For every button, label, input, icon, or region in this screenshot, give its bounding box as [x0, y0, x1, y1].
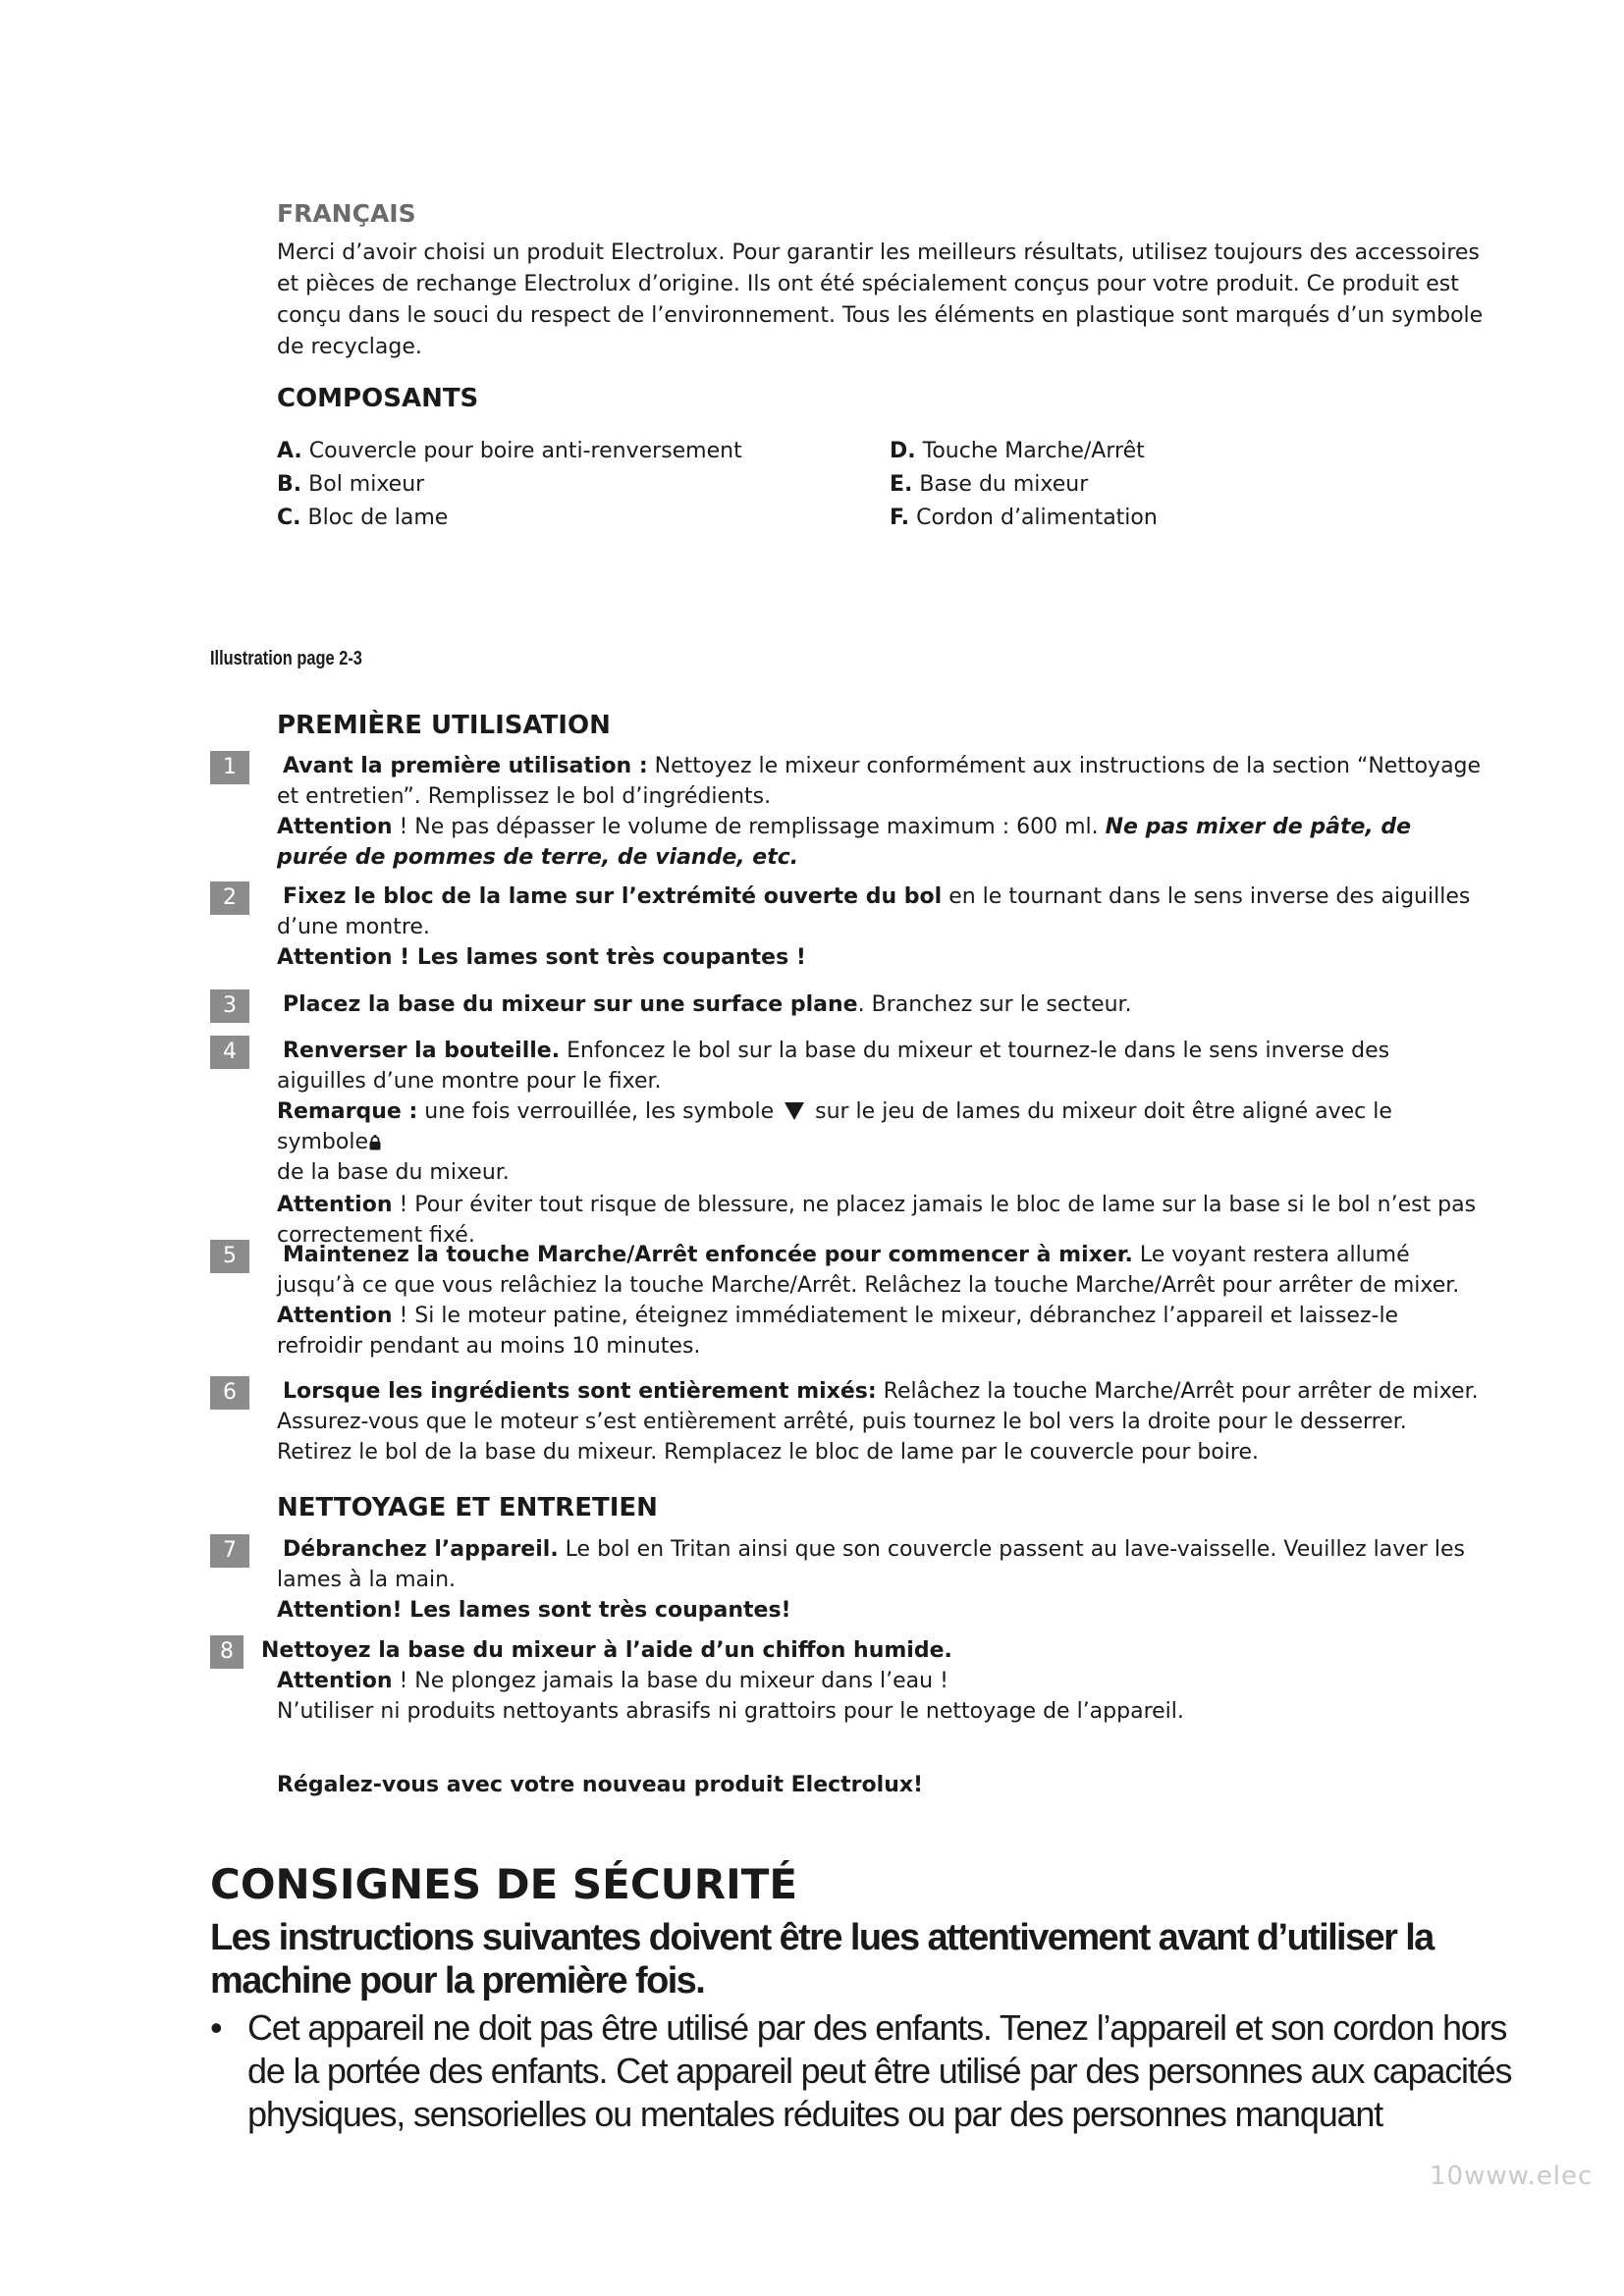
components-heading: COMPOSANTS	[277, 384, 479, 413]
safety-subtitle: Les instructions suivantes doivent être lues attentivement avant d’utiliser la machine pour la première fois.	[210, 1917, 1434, 2002]
step-number-1: 1	[210, 751, 249, 784]
step-7: Débranchez l’appareil. Le bol en Tritan ainsi que son couvercle passent au lave-vaisselle. Veuillez laver les lames à la main. Attention! Les lames sont très coupantes!	[277, 1537, 1465, 1623]
intro-paragraph: Merci d’avoir choisi un produit Electrolux. Pour garantir les meilleurs résultats, utilisez toujours des accessoires et pièces de rechange Electrolux d’origine. Ils ont été spécialement conçus pour votre produit. Ce produit est conçu dans le souci du respect de l’environnement. Tous les éléments en plastique sont marqués d’un symbole de recyclage.	[277, 240, 1484, 359]
list-item: • Cet appareil ne doit pas être utilisé par des enfants. Tenez l’appareil et son cordon hors de la portée des enfants. Cet appareil peut être utilisé par des personnes aux capacités physiques, sensorielles ou mentales réduites ou par des personnes manquant	[210, 2007, 1512, 2134]
component-item: E. Base du mixeur	[890, 472, 1089, 497]
step-number-8: 8	[210, 1635, 244, 1669]
closing-message: Régalez-vous avec votre nouveau produit Electrolux!	[277, 1773, 924, 1797]
step-number-5: 5	[210, 1240, 249, 1273]
bullet-marker: •	[210, 2007, 222, 2048]
component-item: D. Touche Marche/Arrêt	[890, 439, 1145, 463]
component-item: F. Cordon d’alimentation	[890, 506, 1158, 530]
components-list-left	[277, 435, 742, 535]
cleaning-heading: NETTOYAGE ET ENTRETIEN	[277, 1493, 658, 1522]
safety-bullet-list	[210, 2006, 1516, 2136]
component-item: B. Bol mixeur	[277, 472, 425, 497]
language-heading: FRANÇAIS	[277, 199, 416, 228]
component-item: C. Bloc de lame	[277, 506, 449, 530]
safety-heading: CONSIGNES DE SÉCURITÉ	[210, 1860, 798, 1908]
triangle-down-icon	[785, 1102, 804, 1120]
step-number-4: 4	[210, 1036, 249, 1069]
step-number-7: 7	[210, 1534, 249, 1568]
step-5: Maintenez la touche Marche/Arrêt enfoncée pour commencer à mixer. Le voyant restera allumé jusqu’à ce que vous relâchiez la touche Marche/Arrêt. Relâchez la touche Marche/Arrêt pour arrêter de mixer. Attention ! Si le moteur patine, éteignez immédiatement le mixeur, débranchez l’appareil et laissez-le refroidir pendant au moins 10 minutes.	[277, 1243, 1460, 1359]
lock-icon	[368, 1135, 382, 1150]
step-number-3: 3	[210, 989, 249, 1023]
step-8: Nettoyez la base du mixeur à l’aide d’un chiffon humide. Attention ! Ne plongez jamais la base du mixeur dans l’eau ! N’utiliser ni produits nettoyants abrasifs ni grattoirs pour le nettoyage de l’appareil.	[261, 1638, 1184, 1724]
step-number-6: 6	[210, 1376, 249, 1410]
watermark: 10www.elec	[1430, 2162, 1594, 2191]
step-3: Placez la base du mixeur sur une surface plane. Branchez sur le secteur.	[283, 992, 1132, 1017]
step-6: Lorsque les ingrédients sont entièrement mixés: Relâchez la touche Marche/Arrêt pour arrêter de mixer. Assurez-vous que le moteur s’est entièrement arrêté, puis tournez le bol vers la droite pour le desserrer. Retirez le bol de la base du mixeur. Remplacez le bloc de lame par le couvercle pour boire.	[277, 1379, 1479, 1465]
step-number-2: 2	[210, 881, 249, 915]
step-1: Avant la première utilisation : Nettoyez le mixeur conformément aux instructions de la section “Nettoyage et entretien”. Remplissez le bol d’ingrédients. Attention ! Ne pas dépasser le volume de remplissage maximum : 600 ml. Ne pas mixer de pâte, de purée de pommes de terre, de viande, etc.	[277, 754, 1482, 870]
step-2: Fixez le bloc de la lame sur l’extrémité ouverte du bol en le tournant dans le sens inverse des aiguilles d’une montre. Attention ! Les lames sont très coupantes !	[277, 884, 1471, 970]
components-list-right	[890, 435, 1158, 535]
illustration-reference: Illustration page 2-3	[210, 648, 362, 669]
first-use-heading: PREMIÈRE UTILISATION	[277, 711, 611, 740]
step-4: Renverser la bouteille. Enfoncez le bol sur la base du mixeur et tournez-le dans le sens inverse des aiguilles d’une montre pour le fixer. Remarque : une fois verrouillée, les symbole sur le jeu de lames du mixeur doit être aligné avec le symbole de la base du mixeur. Attention ! Pour éviter tout risque de blessure, ne placez jamais le bloc de lame sur la base si le bol n’est pas correctement fixé.	[277, 1039, 1477, 1248]
component-item: A. Couvercle pour boire anti-renversement	[277, 439, 742, 463]
